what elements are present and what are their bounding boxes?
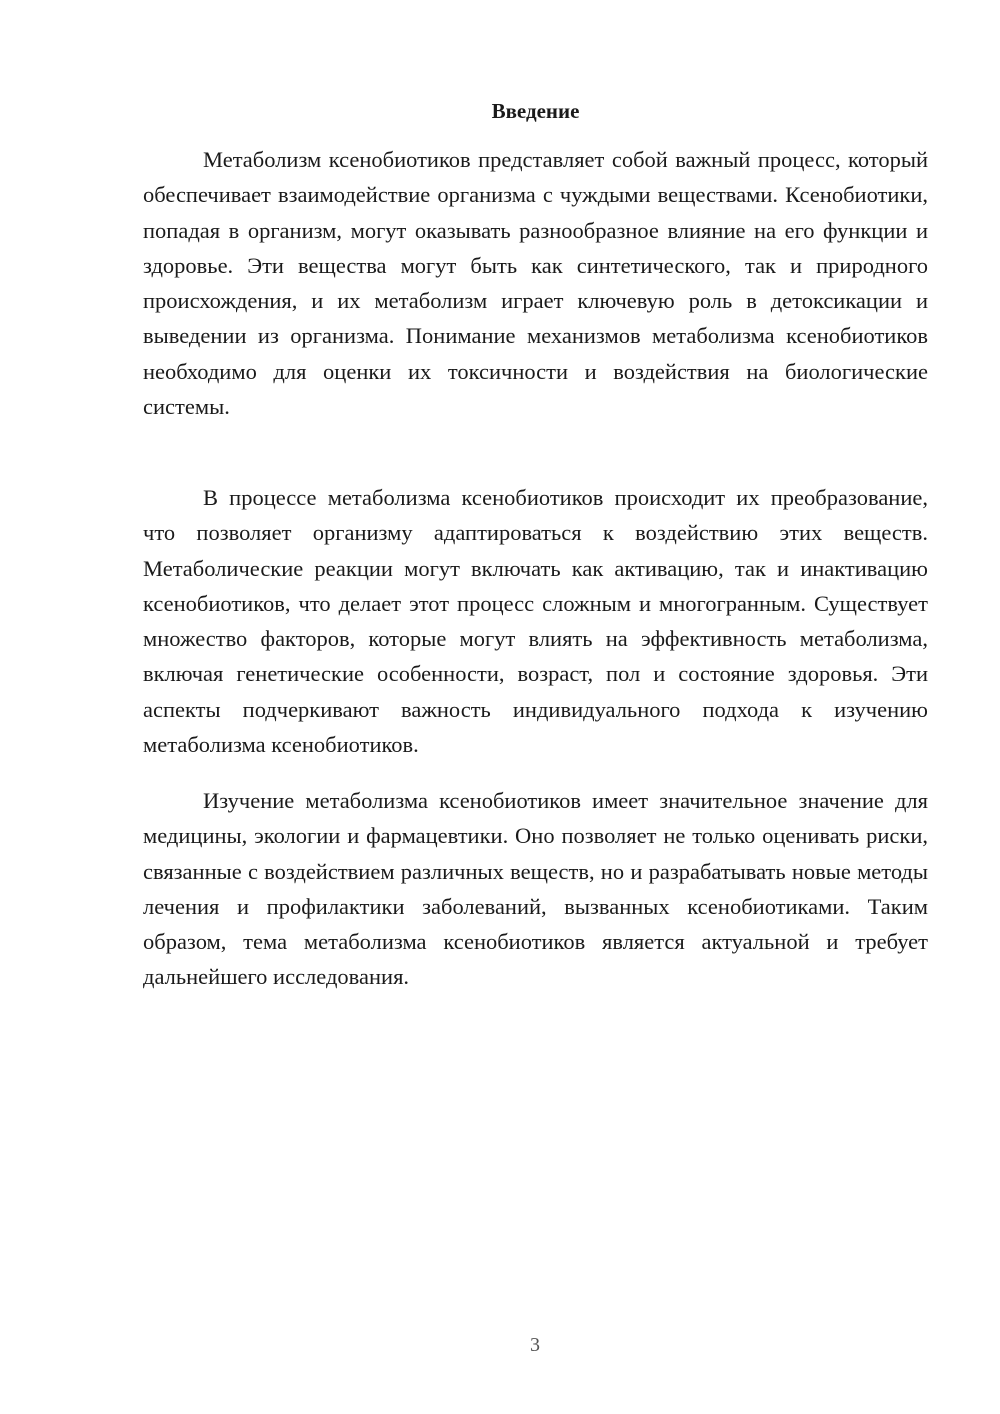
- paragraph-3: Изучение метаболизма ксенобиотиков имеет значительное значение для медицины, экологии и фармацевтики. Оно позволяет не только оценивать риски, связанные с воздействием различных веществ, но и разрабатывать новые методы лечения и профилактики заболеваний, вызванных ксенобиотиками. Таким образом, тема метаболизма ксенобиотиков является актуальной и требует дальнейшего исследования.: [143, 788, 928, 990]
- paragraph-2: В процессе метаболизма ксенобиотиков происходит их преобразование, что позволяет организму адаптироваться к воздействию этих веществ. Метаболические реакции могут включать как активацию, так и инактивацию ксенобиотиков, что делает этот процесс сложным и многогранным. Существует множество факторов, которые могут влиять на эффективность метаболизма, включая генетические особенности, возраст, пол и состояние здоровья. Эти аспекты подчеркивают важность индивидуального подхода к изучению метаболизма ксенобиотиков.: [143, 485, 928, 758]
- page-number: 3: [530, 1334, 540, 1356]
- section-heading: Введение: [491, 99, 580, 123]
- paragraph-1: Метаболизм ксенобиотиков представляет собой важный процесс, который обеспечивает взаимодействие организма с чуждыми веществами. Ксенобиотики, попадая в организм, могут оказывать разнообразное влияние на его функции и здоровье. Эти вещества могут быть как синтетического, так и природного происхождения, и их метаболизм играет ключевую роль в детоксикации и выведении из организма. Понимание механизмов метаболизма ксенобиотиков необходимо для оценки их токсичности и воздействия на биологические системы.: [143, 147, 928, 420]
